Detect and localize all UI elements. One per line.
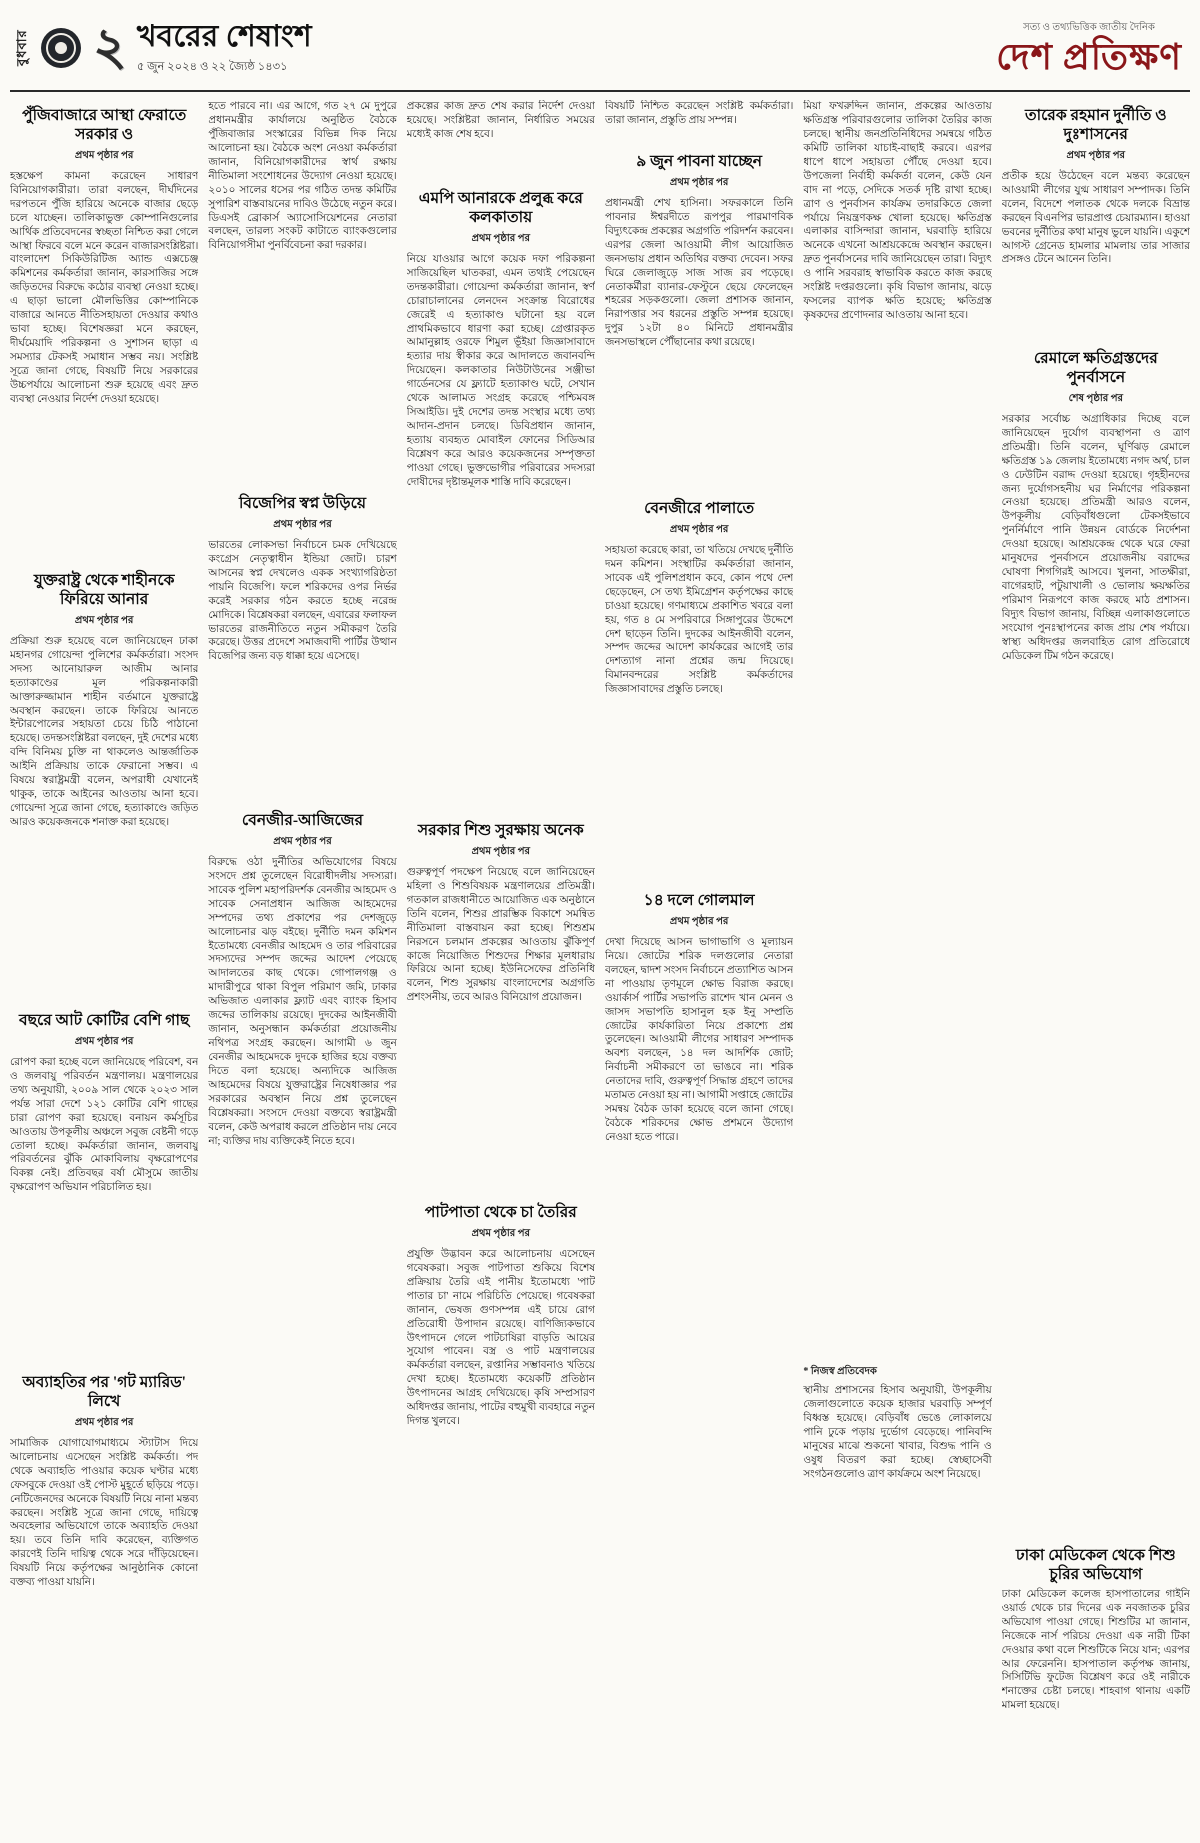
article-headline: পাটপাতা থেকে চা তৈরির xyxy=(424,1204,577,1221)
article-headline: অব্যাহতির পর 'গট ম্যারিড' লিখে xyxy=(22,1374,186,1410)
article-continuation xyxy=(605,100,793,146)
article-body: ঢাকা মেডিকেল কলেজ হাসপাতালের গাইনি ওয়ার্ড থেকে চার দিনের এক নবজাতক চুরির অভিযোগ পাওয়া গেছে। শিশুটির মা জানান, নিজেকে নার্স পরিচয় দেওয়া এক নারী টিকা দেওয়ার কথা বলে শিশুটিকে নিয়ে যান; এরপর আর ফেরেননি। হাসপাতাল কর্তৃপক্ষ জানায়, সিসিটিভি ফুটেজ বিশ্লেষণ করে ওই নারীকে শনাক্তের চেষ্টা চলছে। শাহবাগ থানায় একটি মামলা হয়েছে। xyxy=(1001,1588,1190,1712)
article xyxy=(407,815,595,1197)
article xyxy=(605,146,793,493)
article-headline: তারেক রহমান দুর্নীতি ও দুঃশাসনের xyxy=(1024,107,1167,143)
article xyxy=(1002,1540,1190,1829)
article-body: গুরুত্বপূর্ণ পদক্ষেপ নিয়েছে বলে জানিয়েছেন মহিলা ও শিশুবিষয়ক মন্ত্রণালয়ের প্রতিমন্ত্রী। গতকাল রাজধানীতে আয়োজিত এক অনুষ্ঠানে তিনি বলেন, শিশুর প্রারম্ভিক বিকাশে সমন্বিত নীতিমালা বাস্তবায়ন করা হচ্ছে। শিশুশ্রম নিরসনে চলমান প্রকল্পের আওতায় ঝুঁকিপূর্ণ কাজে নিয়োজিত শিশুদের শিক্ষার মূলধারায় ফিরিয়ে আনা হচ্ছে। ইউনিসেফের প্রতিনিধি বলেন, শিশু সুরক্ষায় বাংলাদেশের অগ্রগতি প্রশংসনীয়, তবে আরও বিনিয়োগ প্রয়োজন। xyxy=(406,866,595,1004)
article-continuation xyxy=(208,100,396,488)
continued-from-label: প্রথম পৃষ্ঠার পর xyxy=(74,614,134,626)
news-columns-area xyxy=(10,92,1190,1829)
dateline: ৫ জুন ২০২৪ ও ২২ জ্যৈষ্ঠ ১৪৩১ xyxy=(136,60,288,73)
article-headline: রেমালে ক্ষতিগ্রস্তদের পুনর্বাসনে xyxy=(1033,350,1158,386)
article-body: হতে পারবে না। এর আগে, গত ২৭ মে দুপুরে প্রধানমন্ত্রীর কার্যালয়ে অনুষ্ঠিত বৈঠকে পুঁজিবাজার সংস্কারের বিভিন্ন দিক নিয়ে আলোচনা হয়। বৈঠকে অংশ নেওয়া কর্মকর্তারা জানান, বিনিয়োগকারীদের স্বার্থ রক্ষায় নীতিমালা সংশোধনের উদ্যোগ নেওয়া হয়েছে। ২০১০ সালের ধসের পর গঠিত তদন্ত কমিটির সুপারিশ বাস্তবায়নের দাবিও উঠেছে নতুন করে। ডিএসই ব্রোকার্স অ্যাসোসিয়েশনের নেতারা বলছেন, তারল্য সংকট কাটাতে ব্যাংকগুলোর বিনিয়োগসীমা পুনর্বিবেচনা করা দরকার। xyxy=(208,101,397,252)
article-body: প্রতীক হয়ে উঠেছেন বলে মন্তব্য করেছেন আওয়ামী লীগের যুগ্ম সাধারণ সম্পাদক। তিনি বলেন, বিদেশে পলাতক থেকে দলকে বিভ্রান্ত করছেন বিএনপির ভারপ্রাপ্ত চেয়ারম্যান। হাওয়া ভবনের দুর্নীতির কথা মানুষ ভুলে যায়নি। একুশে আগস্ট গ্রেনেড হামলার মামলায় তার সাজার প্রসঙ্গও টেনে আনেন তিনি। xyxy=(1001,170,1190,266)
news-column-2 xyxy=(208,100,396,1829)
article xyxy=(10,100,198,565)
article-body: প্রযুক্তি উদ্ভাবন করে আলোচনায় এসেছেন গবেষকরা। সবুজ পাটপাতা শুকিয়ে বিশেষ প্রক্রিয়ায় তৈরি এই পানীয় ইতোমধ্যে 'পাট পাতার চা' নামে পরিচিতি পেয়েছে। গবেষকরা জানান, ভেষজ গুণসম্পন্ন এই চায়ে রোগ প্রতিরোধী উপাদান রয়েছে। বাণিজ্যিকভাবে উৎপাদনে গেলে পাটচাষিরা বাড়তি আয়ের সুযোগ পাবেন। বস্ত্র ও পাট মন্ত্রণালয়ের কর্মকর্তারা বলছেন, রপ্তানির সম্ভাবনাও খতিয়ে দেখা হচ্ছে। ইতোমধ্যে কয়েকটি প্রতিষ্ঠান উৎপাদনের আগ্রহ দেখিয়েছে। কৃষি সম্প্রসারণ অধিদপ্তর জানায়, পাটের বহুমুখী ব্যবহারে নতুন দিগন্ত খুলবে। xyxy=(406,1248,595,1428)
news-column-6 xyxy=(1002,100,1190,1829)
masthead-block xyxy=(996,10,1188,86)
article-headline: বেনজীর-আজিজের xyxy=(241,812,364,829)
article-headline: বেনজীরে পালাতে xyxy=(644,500,755,517)
continued-from-label: প্রথম পৃষ্ঠার পর xyxy=(273,835,332,847)
article-body: বিষয়টি নিশ্চিত করেছেন সংশ্লিষ্ট কর্মকর্তারা। তারা জানান, প্রস্তুতি প্রায় সম্পন্ন। xyxy=(604,101,794,126)
header-left-cluster xyxy=(12,10,137,86)
news-column-4 xyxy=(605,100,793,1829)
article xyxy=(407,183,595,815)
article-headline: এমপি আনারকে প্রলুব্ধ করে কলকাতায় xyxy=(418,190,583,226)
article-body: সরকার সর্বোচ্চ অগ্রাধিকার দিচ্ছে বলে জানিয়েছেন দুর্যোগ ব্যবস্থাপনা ও ত্রাণ প্রতিমন্ত্রী। তিনি বলেন, ঘূর্ণিঝড় রেমালে ক্ষতিগ্রস্ত ১৯ জেলায় ইতোমধ্যে নগদ অর্থ, চাল ও ঢেউটিন বরাদ্দ দেওয়া হয়েছে। গৃহহীনদের জন্য দুর্যোগসহনীয় ঘর নির্মাণের পরিকল্পনা নেওয়া হয়েছে। প্রতিমন্ত্রী আরও বলেন, উপকূলীয় বেড়িবাঁধগুলো টেকসইভাবে পুনর্নির্মাণে পানি উন্নয়ন বোর্ডকে নির্দেশনা দেওয়া হয়েছে। আশ্রয়কেন্দ্র থেকে ঘরে ফেরা মানুষদের পুনর্বাসনে প্রয়োজনীয় বরাদ্দের ঘোষণা শিগগিরই আসবে। খুলনা, সাতক্ষীরা, বাগেরহাট, পটুয়াখালী ও ভোলায় ক্ষয়ক্ষতির পরিমাণ নিরূপণে কাজ করছে মাঠ প্রশাসন। বিদ্যুৎ বিভাগ জানায়, বিচ্ছিন্ন এলাকাগুলোতে সংযোগ পুনঃস্থাপনের কাজ প্রায় শেষ পর্যায়ে। স্বাস্থ্য অধিদপ্তর জলবাহিত রোগ প্রতিরোধে মেডিকেল টিম গঠন করেছে। xyxy=(1001,413,1190,662)
article-headline: ৯ জুন পাবনা যাচ্ছেন xyxy=(636,153,763,170)
continued-from-label: শেষ পৃষ্ঠার পর xyxy=(1068,392,1124,404)
header-title-block xyxy=(137,10,312,86)
continued-from-label: প্রথম পৃষ্ঠার পর xyxy=(74,1416,134,1428)
article-continuation xyxy=(803,100,991,1362)
continued-from-label: প্রথম পৃষ্ঠার পর xyxy=(669,523,729,535)
article-body: রোপণ করা হচ্ছে বলে জানিয়েছে পরিবেশ, বন ও জলবায়ু পরিবর্তন মন্ত্রণালয়। মন্ত্রণালয়ের তথ্য অনুযায়ী, ২০০৯ সাল থেকে ২০২৩ সাল পর্যন্ত সারা দেশে ১২১ কোটির বেশি গাছের চারা রোপণ করা হয়েছে। বনায়ন কর্মসূচির আওতায় উপকূলীয় অঞ্চলে সবুজ বেষ্টনী গড়ে তোলা হচ্ছে। কর্মকর্তারা জানান, জলবায়ু পরিবর্তনের ঝুঁকি মোকাবিলায় বৃক্ষরোপণের বিকল্প নেই। প্রতিবছর বর্ষা মৌসুমে জাতীয় বৃক্ষরোপণ অভিযান পরিচালিত হয়। xyxy=(10,1056,199,1194)
article-continuation xyxy=(803,1362,991,1829)
article-headline: বিজেপির স্বপ্ন উড়িয়ে xyxy=(239,495,366,512)
article-body: প্রধানমন্ত্রী শেখ হাসিনা। সফরকালে তিনি পাবনার ঈশ্বরদীতে রূপপুর পারমাণবিক বিদ্যুৎকেন্দ্র প্রকল্পের অগ্রগতি পরিদর্শন করবেন। এরপর জেলা আওয়ামী লীগ আয়োজিত জনসভায় প্রধান অতিথির বক্তব্য দেবেন। সফর ঘিরে জেলাজুড়ে সাজ সাজ রব পড়েছে। নেতাকর্মীরা ব্যানার-ফেস্টুনে ছেয়ে ফেলেছেন শহরের সড়কগুলো। জেলা প্রশাসক জানান, নিরাপত্তার সব ধরনের প্রস্তুতি সম্পন্ন হয়েছে। দুপুর ১২টা ৪০ মিনিটে প্রধানমন্ত্রীর জনসভাস্থলে পৌঁছানোর কথা রয়েছে। xyxy=(604,197,794,349)
article-headline: বছরে আট কোটির বেশি গাছ xyxy=(18,1012,190,1029)
paper-emblem-logo xyxy=(39,26,83,70)
page-header xyxy=(10,6,1190,92)
article-body: ভারতের লোকসভা নির্বাচনে চমক দেখিয়েছে কংগ্রেস নেতৃত্বাধীন ইন্ডিয়া জোট। চারশ আসনের স্বপ্ন দেখলেও একক সংখ্যাগরিষ্ঠতা পায়নি বিজেপি। ফলে শরিকদের ওপর নির্ভর করেই সরকার গঠন করতে হচ্ছে নরেন্দ্র মোদিকে। বিশ্লেষকরা বলছেন, এবারের ফলাফল ভারতের রাজনীতিতে নতুন সমীকরণ তৈরি করেছে। উত্তর প্রদেশে সমাজবাদী পার্টির উত্থান বিজেপির জন্য বড় ধাক্কা হয়ে এসেছে। xyxy=(208,539,397,663)
news-column-1 xyxy=(10,100,198,1829)
article xyxy=(10,1005,198,1367)
masthead-tagline: সত্য ও তথ্যভিত্তিক জাতীয় দৈনিক xyxy=(1023,21,1155,33)
weekday-label: বুধবার xyxy=(14,29,29,67)
news-column-3 xyxy=(407,100,595,1829)
continued-from-label: প্রথম পৃষ্ঠার পর xyxy=(1066,149,1126,161)
article-headline: সরকার শিশু সুরক্ষায় অনেক xyxy=(417,822,584,839)
article-body: প্রক্রিয়া শুরু হয়েছে বলে জানিয়েছেন ঢাকা মহানগর গোয়েন্দা পুলিশের কর্মকর্তারা। সংসদ সদস্য আনোয়ারুল আজীম আনার হত্যাকাণ্ডের মূল পরিকল্পনাকারী আক্তারুজ্জামান শাহীন বর্তমানে যুক্তরাষ্ট্রে অবস্থান করছেন। তাকে ফিরিয়ে আনতে ইন্টারপোলের সহায়তা চেয়ে চিঠি পাঠানো হয়েছে। তদন্তসংশ্লিষ্টরা বলছেন, দুই দেশের মধ্যে বন্দি বিনিময় চুক্তি না থাকলেও আন্তর্জাতিক আইনি প্রক্রিয়ায় তাকে ফেরানো সম্ভব। এ বিষয়ে স্বরাষ্ট্রমন্ত্রী বলেন, অপরাধী যেখানেই থাকুক, তাকে আইনের আওতায় আনা হবে। গোয়েন্দা সূত্রে জানা গেছে, হত্যাকাণ্ডে জড়িত আরও কয়েকজনকে শনাক্ত করা হয়েছে। xyxy=(10,635,199,828)
article-continuation xyxy=(407,100,595,183)
article-body: নিয়ে যাওয়ার আগে কয়েক দফা পরিকল্পনা সাজিয়েছিল ঘাতকরা, এমন তথ্যই পেয়েছেন তদন্তকারীরা। গোয়েন্দা কর্মকর্তারা জানান, স্বর্ণ চোরাচালানের লেনদেন সংক্রান্ত বিরোধের জেরেই এ হত্যাকাণ্ড ঘটানো হয় বলে প্রাথমিকভাবে ধারণা করা হচ্ছে। গ্রেপ্তারকৃত আমানুল্লাহ ওরফে শিমুল ভূঁইয়া জিজ্ঞাসাবাদে হত্যার দায় স্বীকার করে আদালতে জবানবন্দি দিয়েছেন। কলকাতার নিউটাউনের সঞ্জীভা গার্ডেনসের যে ফ্ল্যাটে হত্যাকাণ্ড ঘটে, সেখান থেকে আলামত সংগ্রহ করেছে পশ্চিমবঙ্গ সিআইডি। দুই দেশের তদন্ত সংস্থার মধ্যে তথ্য আদান-প্রদান চলছে। ডিবিপ্রধান জানান, হত্যায় ব্যবহৃত মোবাইল ফোনের সিডিআর বিশ্লেষণ করে আরও কয়েকজনের সম্পৃক্ততা পাওয়া গেছে। ভুক্তভোগীর পরিবারের সদস্যরা দোষীদের দৃষ্টান্তমূলক শাস্তি দাবি করেছেন। xyxy=(406,253,595,488)
article-headline: ঢাকা মেডিকেল থেকে শিশু চুরির অভিযোগ xyxy=(1015,1547,1176,1583)
article-body: প্রকল্পের কাজ দ্রুত শেষ করার নির্দেশ দেওয়া হয়েছে। সংশ্লিষ্টরা জানান, নির্ধারিত সময়ের মধ্যেই কাজ শেষ হবে। xyxy=(406,101,595,140)
page-number: ২ xyxy=(93,19,127,76)
article xyxy=(208,805,396,1829)
article-headline: যুক্তরাষ্ট্র থেকে শাহীনকে ফিরিয়ে আনার xyxy=(33,572,175,608)
byline: * নিজস্ব প্রতিবেদক xyxy=(803,1366,877,1377)
article-body: দেখা দিয়েছে আসন ভাগাভাগি ও মূল্যায়ন নিয়ে। জোটের শরিক দলগুলোর নেতারা বলছেন, দ্বাদশ সংসদ নির্বাচনে প্রত্যাশিত আসন না পাওয়ায় তৃণমূলে ক্ষোভ বিরাজ করছে। ওয়ার্কার্স পার্টির সভাপতি রাশেদ খান মেনন ও জাসদ সভাপতি হাসানুল হক ইনু সম্প্রতি জোটের কার্যকারিতা নিয়ে প্রকাশ্যে প্রশ্ন তুলেছেন। আওয়ামী লীগের সাধারণ সম্পাদক অবশ্য বলছেন, ১৪ দল আদর্শিক জোট; নির্বাচনী সমীকরণে তা ভাঙবে না। শরিক নেতাদের দাবি, গুরুত্বপূর্ণ সিদ্ধান্ত গ্রহণে তাদের মতামত নেওয়া হয় না। আগামী সপ্তাহে জোটের সমন্বয় বৈঠক ডাকা হয়েছে বলে জানা গেছে। বৈঠকে শরিকদের ক্ষোভ প্রশমনে উদ্যোগ নেওয়া হতে পারে। xyxy=(604,936,794,1144)
article-body: সামাজিক যোগাযোগমাধ্যমে স্ট্যাটাস দিয়ে আলোচনায় এসেছেন সংশ্লিষ্ট কর্মকর্তা। পদ থেকে অব্যাহতি পাওয়ার কয়েক ঘণ্টার মধ্যে ফেসবুকে দেওয়া ওই পোস্ট মুহূর্তে ছড়িয়ে পড়ে। নেটিজেনদের অনেকে বিষয়টি নিয়ে নানা মন্তব্য করছেন। সংশ্লিষ্ট সূত্রে জানা গেছে, দায়িত্বে অবহেলার অভিযোগে তাকে অব্যাহতি দেওয়া হয়। তবে তিনি দাবি করেছেন, ব্যক্তিগত কারণেই তিনি দায়িত্ব থেকে সরে দাঁড়িয়েছেন। বিষয়টি নিয়ে কর্তৃপক্ষের আনুষ্ঠানিক কোনো বক্তব্য পাওয়া যায়নি। xyxy=(10,1437,199,1589)
continued-from-label: প্রথম পৃষ্ঠার পর xyxy=(471,1227,531,1239)
continued-from-label: প্রথম পৃষ্ঠার পর xyxy=(74,1035,134,1047)
article-body: স্থানীয় প্রশাসনের হিসাব অনুযায়ী, উপকূলীয় জেলাগুলোতে কয়েক হাজার ঘরবাড়ি সম্পূর্ণ বিধ্বস্ত হয়েছে। বেড়িবাঁধ ভেঙে লোকালয়ে পানি ঢুকে পড়ায় দুর্ভোগ বেড়েছে। পানিবন্দি মানুষের মাঝে শুকনো খাবার, বিশুদ্ধ পানি ও ওষুধ বিতরণ করা হচ্ছে। স্বেচ্ছাসেবী সংগঠনগুলোও ত্রাণ কার্যক্রমে অংশ নিয়েছে। xyxy=(803,1385,992,1480)
article xyxy=(605,493,793,885)
article xyxy=(10,1367,198,1829)
article-body: মিয়া ফখরুদ্দিন জানান, প্রকল্পের আওতায় ক্ষতিগ্রস্ত পরিবারগুলোর তালিকা তৈরির কাজ চলছে। স্থানীয় জনপ্রতিনিধিদের সমন্বয়ে গঠিত কমিটি তালিকা যাচাই-বাছাই করবে। এরপর ধাপে ধাপে সহায়তা পৌঁছে দেওয়া হবে। উপজেলা নির্বাহী কর্মকর্তা বলেন, কেউ যেন বাদ না পড়ে, সেদিকে সতর্ক দৃষ্টি রাখা হচ্ছে। ত্রাণ ও পুনর্বাসন কার্যক্রম তদারকিতে জেলা পর্যায়ে নিয়ন্ত্রণকক্ষ খোলা হয়েছে। ক্ষতিগ্রস্ত এলাকার বাসিন্দারা জানান, ঘরবাড়ি হারিয়ে অনেকে এখনো আশ্রয়কেন্দ্রে অবস্থান করছেন। দ্রুত পুনর্বাসনের দাবি জানিয়েছেন তারা। বিদ্যুৎ ও পানি সরবরাহ স্বাভাবিক করতে কাজ করছে সংশ্লিষ্ট দপ্তরগুলো। কৃষি বিভাগ জানায়, ঝড়ে ফসলের ব্যাপক ক্ষতি হয়েছে; ক্ষতিগ্রস্ত কৃষকদের প্রণোদনার আওতায় আনা হবে। xyxy=(803,101,992,322)
news-column-5 xyxy=(803,100,991,1829)
article-body: হস্তক্ষেপ কামনা করেছেন সাধারণ বিনিয়োগকারীরা। তারা বলছেন, দীর্ঘদিনের দরপতনে পুঁজি হারিয়ে অনেকে বাজার ছেড়ে চলে যাচ্ছেন। তালিকাভুক্ত কোম্পানিগুলোর আর্থিক প্রতিবেদনের স্বচ্ছতা নিশ্চিত করা গেলে আস্থা ফিরবে বলে মনে করেন বাজারসংশ্লিষ্টরা। বাংলাদেশ সিকিউরিটিজ অ্যান্ড এক্সচেঞ্জ কমিশনের কর্মকর্তারা জানান, কারসাজির সঙ্গে জড়িতদের বিরুদ্ধে কঠোর ব্যবস্থা নেওয়া হচ্ছে। এ ছাড়া ভালো মৌলভিত্তির কোম্পানিকে বাজারে আনতে নীতিসহায়তা দেওয়ার কথাও ভাবা হচ্ছে। বিশেষজ্ঞরা মনে করছেন, দীর্ঘমেয়াদি পরিকল্পনা ও সুশাসন ছাড়া এ সমস্যার টেকসই সমাধান সম্ভব নয়। সংশ্লিষ্ট সূত্রে জানা গেছে, বিষয়টি নিয়ে সরকারের উচ্চপর্যায়ে আলোচনা শুরু হয়েছে এবং দ্রুত ব্যবস্থা নেওয়ার নির্দেশ দেওয়া হয়েছে। xyxy=(10,170,199,405)
article-headline: পুঁজিবাজারে আস্থা ফেরাতে সরকার ও xyxy=(22,107,187,143)
masthead-title: দেশ প্রতিক্ষণ xyxy=(996,36,1182,77)
article xyxy=(208,488,396,805)
article-body: সহায়তা করেছে কারা, তা খতিয়ে দেখছে দুর্নীতি দমন কমিশন। সংস্থাটির কর্মকর্তারা জানান, সাবেক এই পুলিশপ্রধান কবে, কোন পথে দেশ ছেড়েছেন, সে তথ্য ইমিগ্রেশন কর্তৃপক্ষের কাছে চাওয়া হয়েছে। গণমাধ্যমে প্রকাশিত খবরে বলা হয়, গত ৪ মে সপরিবারে সিঙ্গাপুরের উদ্দেশে দেশ ছাড়েন তিনি। দুদকের আইনজীবী বলেন, সম্পদ জব্দের আদেশ কার্যকরের আগেই তার দেশত্যাগ নানা প্রশ্নের জন্ম দিয়েছে। বিমানবন্দরের সংশ্লিষ্ট কর্মকর্তাদের জিজ্ঞাসাবাদের প্রস্তুতি চলছে। xyxy=(604,544,794,696)
continued-from-label: প্রথম পৃষ্ঠার পর xyxy=(74,149,134,161)
continued-from-label: প্রথম পৃষ্ঠার পর xyxy=(471,232,531,244)
section-title: খবরের শেষাংশ xyxy=(136,19,312,53)
article xyxy=(605,885,793,1829)
article xyxy=(407,1197,595,1829)
article-headline: ১৪ দলে গোলমাল xyxy=(643,892,755,909)
article xyxy=(1002,343,1190,1540)
continued-from-label: প্রথম পৃষ্ঠার পর xyxy=(669,915,729,927)
article xyxy=(1002,100,1190,343)
article-body: বিরুদ্ধে ওঠা দুর্নীতির অভিযোগের বিষয়ে সংসদে প্রশ্ন তুলেছেন বিরোধীদলীয় সদস্যরা। সাবেক পুলিশ মহাপরিদর্শক বেনজীর আহমেদ ও সাবেক সেনাপ্রধান আজিজ আহমেদের সম্পদের তথ্য প্রকাশের পর দেশজুড়ে আলোচনার ঝড় বইছে। দুর্নীতি দমন কমিশন ইতোমধ্যে বেনজীর আহমেদ ও তার পরিবারের সদস্যদের সম্পদ জব্দের আদেশ পেয়েছে আদালতের কাছ থেকে। গোপালগঞ্জ ও মাদারীপুরে থাকা বিপুল পরিমাণ জমি, ঢাকার অভিজাত এলাকার ফ্ল্যাট এবং ব্যাংক হিসাব জব্দের তালিকায় রয়েছে। দুদকের আইনজীবী জানান, অনুসন্ধান কর্মকর্তারা প্রয়োজনীয় নথিপত্র সংগ্রহ করছেন। আগামী ৬ জুন বেনজীর আহমেদকে দুদকে হাজির হয়ে বক্তব্য দিতে বলা হয়েছে। অন্যদিকে আজিজ আহমেদের বিষয়ে যুক্তরাষ্ট্রের নিষেধাজ্ঞার পর সরকারের অবস্থান নিয়ে প্রশ্ন তুলেছেন বিশ্লেষকরা। সংসদে দেওয়া বক্তব্যে স্বরাষ্ট্রমন্ত্রী বলেন, কেউ অপরাধ করলে প্রতিষ্ঠান দায় নেবে না; ব্যক্তির দায় ব্যক্তিকেই নিতে হবে। xyxy=(208,856,397,1147)
continued-from-label: প্রথম পৃষ্ঠার পর xyxy=(669,176,729,188)
article xyxy=(10,565,198,1005)
continued-from-label: প্রথম পৃষ্ঠার পর xyxy=(273,518,332,530)
continued-from-label: প্রথম পৃষ্ঠার পর xyxy=(471,845,531,857)
